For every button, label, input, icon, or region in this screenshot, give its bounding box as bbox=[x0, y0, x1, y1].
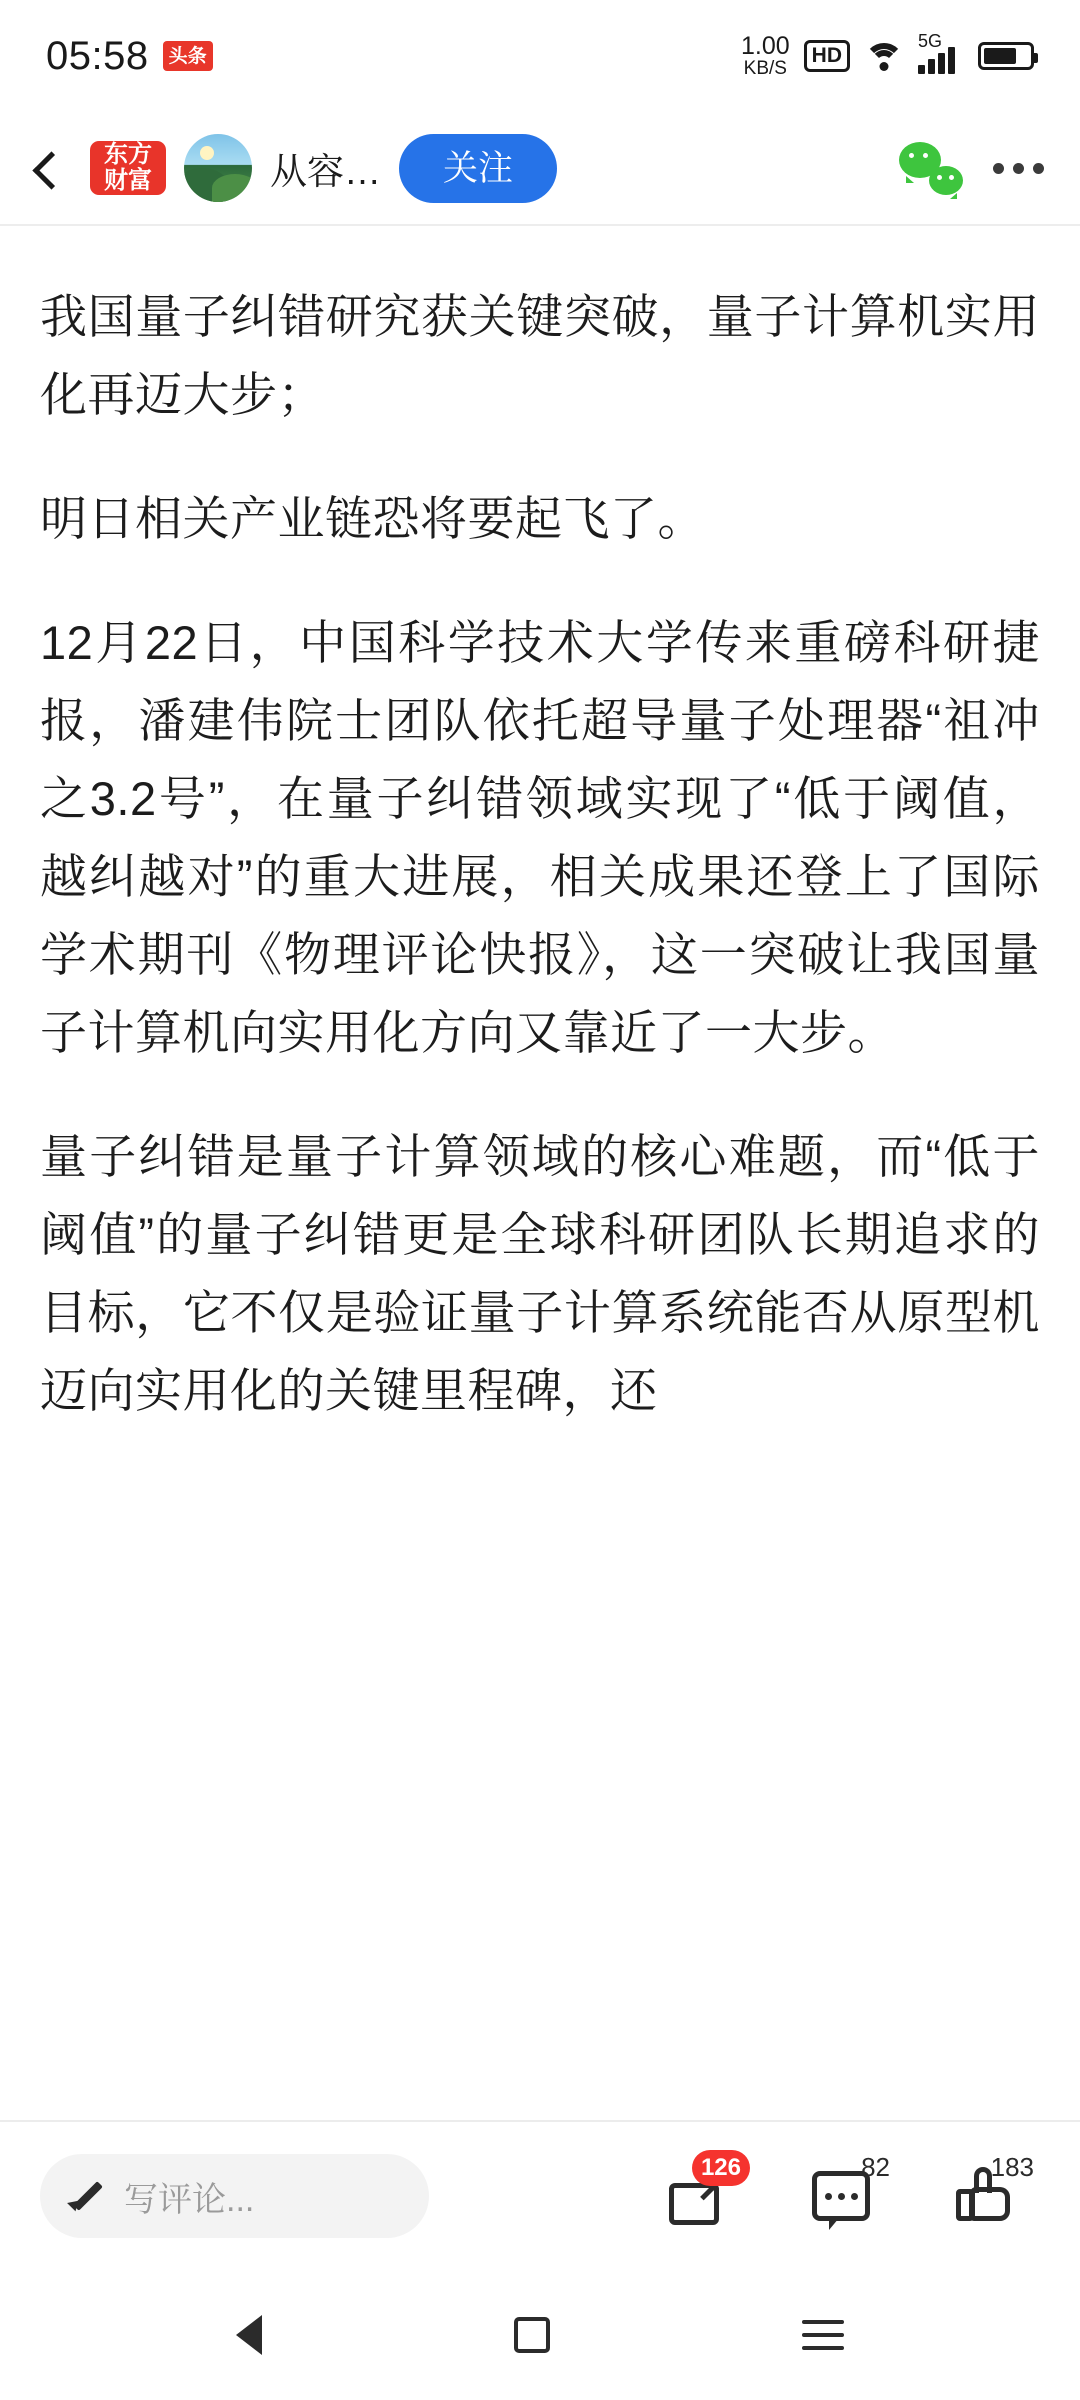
wechat-icon[interactable] bbox=[899, 140, 963, 196]
share-button[interactable] bbox=[642, 2148, 752, 2244]
write-comment-input[interactable] bbox=[40, 2154, 429, 2238]
article-paragraph: 明日相关产业链恐将要起飞了。 bbox=[40, 492, 705, 545]
article-paragraph: 量子纠错是量子计算领域的核心难题，而“低于阈值”的量子纠错更是全球科研团队长期追求的目标，它不仅是验证量子计算系统能否从原型机迈向实用化的关键里程碑，还 bbox=[40, 1130, 1040, 1417]
nav-recents-icon[interactable] bbox=[802, 2320, 844, 2350]
like-count-label: 183 bbox=[990, 2152, 1034, 2182]
bottom-action-bar bbox=[0, 2120, 1080, 2270]
wifi-icon bbox=[864, 40, 904, 72]
system-nav-bar bbox=[0, 2270, 1080, 2400]
back-chevron-icon[interactable] bbox=[24, 144, 72, 192]
nav-back-icon[interactable] bbox=[236, 2315, 262, 2355]
more-options-icon[interactable] bbox=[981, 163, 1044, 174]
network-speed-value: 1.00 bbox=[740, 31, 790, 60]
status-bar-right bbox=[741, 33, 1034, 79]
brand-logo[interactable] bbox=[90, 141, 166, 195]
cellular-signal-icon bbox=[918, 31, 964, 76]
avatar[interactable] bbox=[184, 134, 252, 202]
status-time: 05:58 bbox=[46, 33, 149, 78]
nav-home-icon[interactable] bbox=[514, 2317, 550, 2353]
follow-button[interactable]: 关注 bbox=[399, 134, 557, 203]
app-header bbox=[0, 112, 1080, 224]
brand-logo-line2: 财富 bbox=[104, 167, 152, 194]
battery-icon bbox=[978, 42, 1034, 70]
content-fade-overlay bbox=[0, 2030, 1080, 2120]
pencil-icon bbox=[70, 2178, 106, 2214]
article-body[interactable] bbox=[0, 226, 1080, 2120]
status-bar bbox=[0, 0, 1080, 112]
brand-logo-line1: 东方 bbox=[104, 141, 152, 168]
share-count-badge: 126 bbox=[692, 2150, 750, 2186]
network-speed bbox=[741, 33, 790, 79]
network-speed-unit: KB/S bbox=[743, 58, 787, 80]
comment-count-label: 82 bbox=[861, 2152, 890, 2182]
status-bar-left bbox=[46, 34, 213, 79]
write-comment-placeholder: 写评论... bbox=[124, 2180, 255, 2219]
article-paragraph: 12月22日，中国科学技术大学传来重磅科研捷报，潘建伟院士团队依托超导量子处理器“祖冲之3.2号”，在量子纠错领域实现了“低于阈值，越纠越对”的重大进展，相关成果还登上了国际学术期刊《物理评论快报》，这一突破让我国量子计算机向实用化方向又靠近了一大步。 bbox=[40, 616, 1040, 1059]
author-name[interactable]: 从容… bbox=[270, 151, 381, 192]
comment-button[interactable] bbox=[786, 2148, 896, 2244]
article-paragraph: 我国量子纠错研究获关键突破，量子计算机实用化再迈大步； bbox=[40, 290, 1040, 421]
app-badge: 头条 bbox=[163, 41, 213, 71]
like-button[interactable] bbox=[930, 2148, 1040, 2244]
hd-indicator: HD bbox=[804, 40, 850, 72]
network-type-label: 5G bbox=[918, 31, 943, 51]
